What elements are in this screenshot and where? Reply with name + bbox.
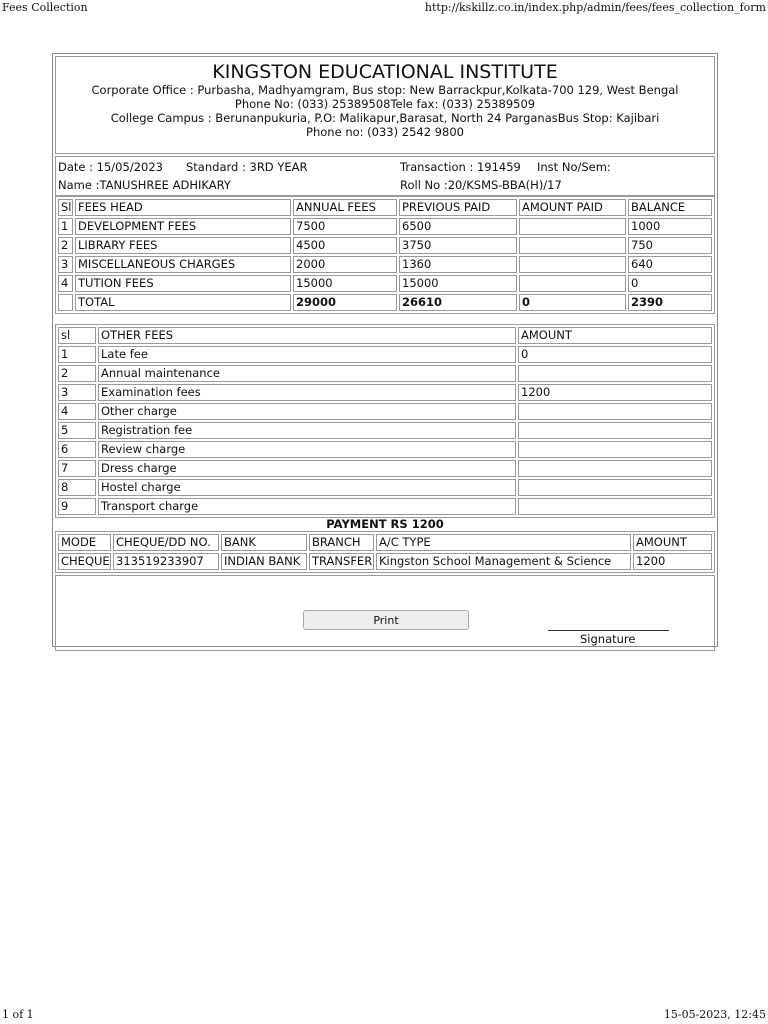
bank-name: INDIAN BANK [221, 553, 307, 570]
col-header: AMOUNT [633, 534, 712, 551]
col-header: FEES HEAD [75, 199, 291, 216]
table-row [58, 237, 712, 254]
fees-table-box [55, 196, 715, 314]
ac-type: Kingston School Management & Science [376, 553, 631, 570]
campus-phone: Phone no: (033) 2542 9800 [306, 125, 464, 139]
cell: 1200 [518, 384, 712, 401]
signature-label: Signature [580, 632, 636, 646]
cell: 9 [58, 498, 96, 515]
other-header-row [58, 327, 712, 344]
cell: Other charge [98, 403, 516, 420]
total-previous: 26610 [399, 294, 517, 311]
other-fees-table [56, 325, 714, 517]
cell: Hostel charge [98, 479, 516, 496]
cell: 4 [58, 403, 96, 420]
action-area [55, 575, 715, 651]
table-row [58, 441, 712, 458]
col-header: PREVIOUS PAID [399, 199, 517, 216]
table-row [58, 553, 712, 570]
cell: 6500 [399, 218, 517, 235]
col-header: sl [58, 327, 96, 344]
cell: 7500 [293, 218, 397, 235]
cheque-number: 313519233907 [113, 553, 219, 570]
cell: Examination fees [98, 384, 516, 401]
table-row [58, 384, 712, 401]
cell: 2 [58, 237, 73, 254]
cell [519, 237, 626, 254]
print-header [0, 0, 768, 16]
cell: 2000 [293, 256, 397, 273]
col-header: OTHER FEES [98, 327, 516, 344]
receipt-date: Date : 15/05/2023 [58, 160, 163, 174]
branch: TRANSFER [309, 553, 374, 570]
cell: 7 [58, 460, 96, 477]
cell [518, 422, 712, 439]
table-row [58, 403, 712, 420]
col-header: Sl [58, 199, 73, 216]
col-header: AMOUNT [518, 327, 712, 344]
table-row [58, 460, 712, 477]
col-header: BALANCE [628, 199, 712, 216]
print-button[interactable]: Print [303, 610, 469, 630]
cell [518, 479, 712, 496]
cell [518, 460, 712, 477]
cell: 640 [628, 256, 712, 273]
table-row [58, 275, 712, 292]
phone-fax: Phone No: (033) 25389508Tele fax: (033) 25389509 [234, 97, 536, 111]
corporate-office: Corporate Office : Purbasha, Madhyamgram, Bus stop: New Barrackpur,Kolkata-700 129, West Bengal [91, 83, 679, 97]
page-count: 1 of 1 [2, 1008, 34, 1021]
institute-name: KINGSTON EDUCATIONAL INSTITUTE [212, 61, 558, 83]
cell [519, 218, 626, 235]
cell: Review charge [98, 441, 516, 458]
col-header: CHEQUE/DD NO. [113, 534, 219, 551]
print-timestamp: 15-05-2023, 12:45 [663, 1008, 766, 1021]
cell: Registration fee [98, 422, 516, 439]
institute-header [55, 56, 715, 154]
cell [518, 498, 712, 515]
cell [518, 365, 712, 382]
cell: 4 [58, 275, 73, 292]
student-name: Name :TANUSHREE ADHIKARY [58, 178, 231, 192]
col-header: AMOUNT PAID [519, 199, 626, 216]
cell: 750 [628, 237, 712, 254]
cell: 6 [58, 441, 96, 458]
cell: 5 [58, 422, 96, 439]
cell: Late fee [98, 346, 516, 363]
cell: Dress charge [98, 460, 516, 477]
total-annual: 29000 [293, 294, 397, 311]
cell: 3 [58, 384, 96, 401]
table-row [58, 256, 712, 273]
payment-box [55, 531, 715, 573]
col-header: MODE [58, 534, 111, 551]
cell: DEVELOPMENT FEES [75, 218, 291, 235]
payment-title: PAYMENT RS 1200 [326, 517, 444, 531]
cell: 1360 [399, 256, 517, 273]
total-amount-paid: 0 [519, 294, 626, 311]
table-row [58, 422, 712, 439]
inst-no-sem: Inst No/Sem: [537, 160, 611, 174]
col-header: ANNUAL FEES [293, 199, 397, 216]
cell: TUTION FEES [75, 275, 291, 292]
col-header: BANK [221, 534, 307, 551]
total-label: TOTAL [75, 294, 291, 311]
cell: 1 [58, 218, 73, 235]
page-url: http://kskillz.co.in/index.php/admin/fees/fees_collection_form [424, 1, 766, 14]
col-header: A/C TYPE [376, 534, 631, 551]
transaction-number: Transaction : 191459 [400, 160, 521, 174]
cell: 0 [628, 275, 712, 292]
cell: 15000 [293, 275, 397, 292]
cell: 2 [58, 365, 96, 382]
payment-header-row [58, 534, 712, 551]
print-footer [0, 1006, 768, 1024]
cell: 0 [518, 346, 712, 363]
cell: 4500 [293, 237, 397, 254]
cell: LIBRARY FEES [75, 237, 291, 254]
student-standard: Standard : 3RD YEAR [186, 160, 308, 174]
other-fees-box [55, 324, 715, 518]
payment-table [56, 532, 714, 572]
cell [518, 403, 712, 420]
payment-amount: 1200 [633, 553, 712, 570]
cell [519, 275, 626, 292]
page-title: Fees Collection [2, 1, 88, 14]
cell: 8 [58, 479, 96, 496]
cell [58, 294, 73, 311]
cell [519, 256, 626, 273]
cell: 1000 [628, 218, 712, 235]
student-info [55, 156, 715, 196]
table-row [58, 365, 712, 382]
total-balance: 2390 [628, 294, 712, 311]
fees-table [56, 197, 714, 313]
cell: Annual maintenance [98, 365, 516, 382]
cell: 3 [58, 256, 73, 273]
signature-line [548, 630, 669, 631]
table-row [58, 218, 712, 235]
total-row [58, 294, 712, 311]
college-campus: College Campus : Berunanpukuria, P.O: Malikapur,Barasat, North 24 ParganasBus Stop: Kajibari [110, 111, 660, 125]
table-row [58, 346, 712, 363]
fee-receipt [52, 53, 718, 647]
fees-header-row [58, 199, 712, 216]
cell [518, 441, 712, 458]
col-header: BRANCH [309, 534, 374, 551]
table-row [58, 498, 712, 515]
table-row [58, 479, 712, 496]
cell: 3750 [399, 237, 517, 254]
cell: Transport charge [98, 498, 516, 515]
roll-number: Roll No :20/KSMS-BBA(H)/17 [400, 178, 562, 192]
payment-mode: CHEQUE [58, 553, 111, 570]
cell: MISCELLANEOUS CHARGES [75, 256, 291, 273]
cell: 15000 [399, 275, 517, 292]
cell: 1 [58, 346, 96, 363]
